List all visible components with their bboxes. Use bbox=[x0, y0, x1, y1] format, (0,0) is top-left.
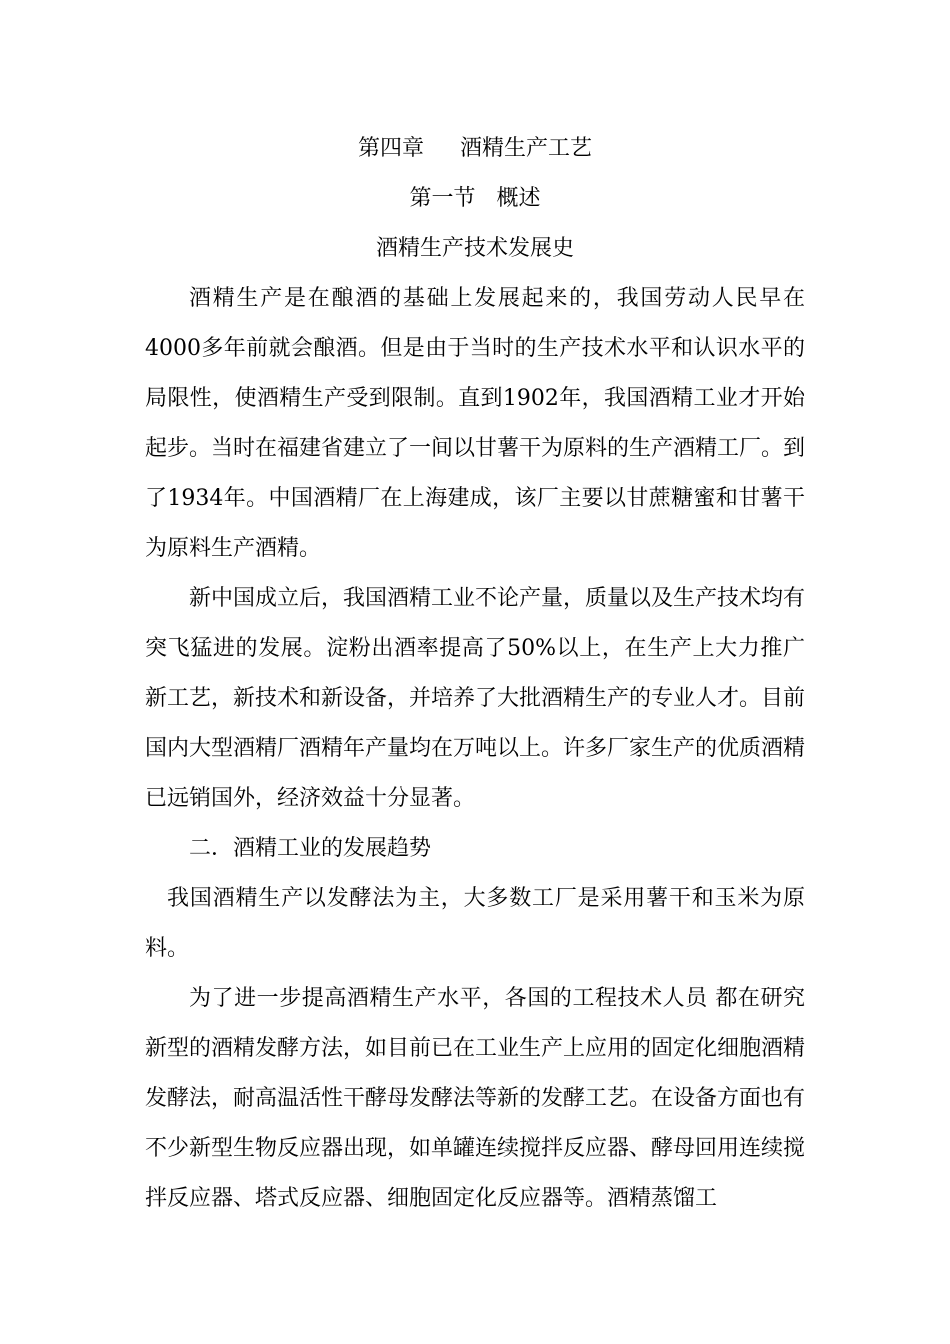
subsection-title: 酒精生产技术发展史 bbox=[375, 236, 574, 261]
section-heading-trends: 二．酒精工业的发展趋势 bbox=[189, 836, 432, 861]
paragraph-trends-2: 为了进一步提高酒精生产水平，各国的工程技术人员 都在研究新型的酒精发酵方法，如目前已在工业生产上应用的固定化细胞酒精发酵法，耐高温活性干酵母发酵法等新的发酵工艺。在设备方面也有不少新型生物反应器出现，如单罐连续搅拌反应器、酵母回用连续搅拌反应器、塔式反应器、细胞固定化反应器等。酒精蒸馏工 bbox=[145, 986, 806, 1211]
paragraph-history-2: 新中国成立后，我国酒精工业不论产量，质量以及生产技术均有突飞猛进的发展。淀粉出酒率提高了50%以上，在生产上大力推广新工艺，新技术和新设备，并培养了大批酒精生产的专业人才。目前国内大型酒精厂酒精年产量均在万吨以上。许多厂家生产的优质酒精已远销国外，经济效益十分显著。 bbox=[145, 586, 806, 811]
paragraph-trends-1: 我国酒精生产以发酵法为主，大多数工厂是采用薯干和玉米为原料。 bbox=[145, 886, 805, 961]
chapter-title: 第四章 酒精生产工艺 bbox=[358, 136, 592, 161]
paragraph-history-1: 酒精生产是在酿酒的基础上发展起来的，我国劳动人民早在4000多年前就会酿酒。但是由于当时的生产技术水平和认识水平的局限性，使酒精生产受到限制。直到1902年，我国酒精工业才开始起步。当时在福建省建立了一间以甘薯干为原料的生产酒精工厂。到了1934年。中国酒精厂在上海建成，该厂主要以甘蔗糖蜜和甘薯干为原料生产酒精。 bbox=[145, 286, 806, 561]
document-page bbox=[145, 124, 805, 1224]
section-title: 第一节 概述 bbox=[409, 186, 541, 211]
